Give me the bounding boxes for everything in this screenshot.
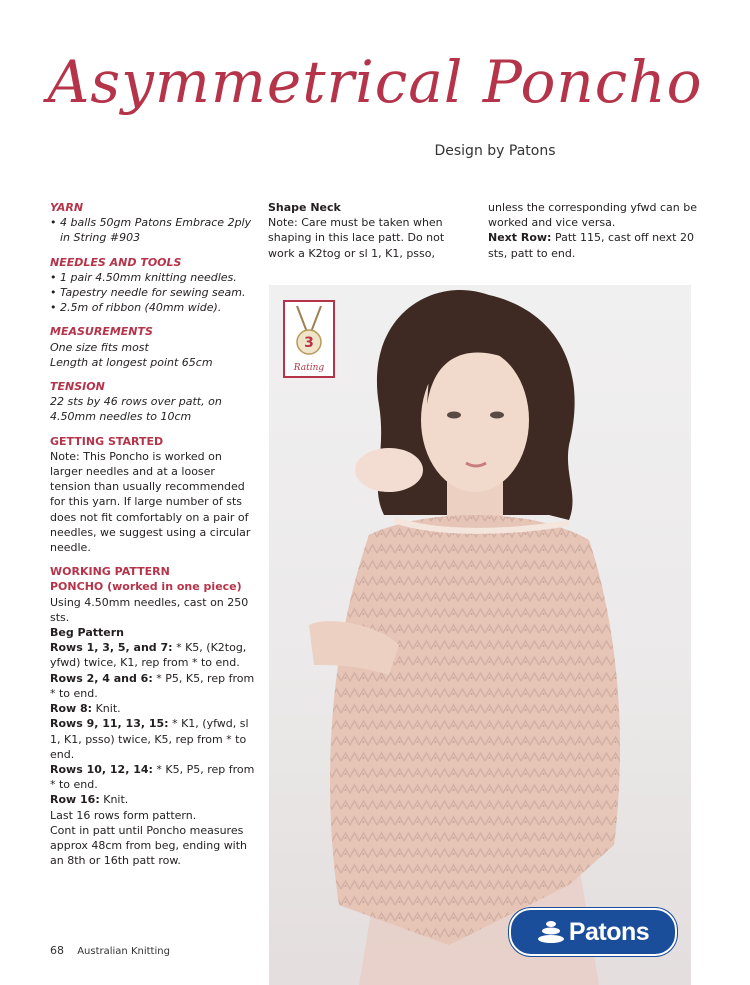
- rating-label: Rating: [293, 363, 325, 373]
- patons-mark-icon: [537, 919, 565, 945]
- cast-on-text: Using 4.50mm needles, cast on 250 sts.: [50, 595, 249, 624]
- needles-heading: NEEDLES AND TOOLS: [50, 255, 182, 269]
- getting-started-text: Note: This Poncho is worked on larger needles and at a looser tension than usually recommended for this yarn. If large number of sts does not fit comfortably on a pair of needles, we suggest using a circular needle.: [50, 449, 251, 555]
- pattern-note: Last 16 rows form pattern.: [50, 808, 197, 822]
- column-2: [268, 200, 453, 261]
- needle-rating-icon: [285, 302, 333, 376]
- byline: Design by Patons: [434, 143, 556, 159]
- tension-heading: TENSION: [50, 380, 105, 394]
- yarn-heading: YARN: [50, 201, 84, 214]
- patons-logo: [509, 908, 677, 956]
- shape-neck-note: Note: Care must be taken when shaping in this lace patt. Do not work a K2tog or sl 1, K1, psso,: [268, 216, 445, 260]
- magazine-name: Australian Knitting: [77, 946, 170, 957]
- page-title: Asymmetrical Poncho: [47, 48, 703, 116]
- measurements-heading: MEASUREMENTS: [50, 325, 153, 339]
- getting-started-heading: GETTING STARTED: [50, 434, 164, 448]
- pattern-row: Rows 1, 3, 5, and 7: * K5, (K2tog, yfwd) twice, K1, rep from * to end.: [50, 641, 247, 670]
- pattern-note: Cont in patt until Poncho measures approx 48cm from beg, ending with an 8th or 16th patt row.: [50, 823, 248, 868]
- needles-item: • 1 pair 4.50mm knitting needles.: [50, 270, 237, 284]
- pattern-row: Rows 10, 12, 14: * K5, P5, rep from * to end.: [50, 762, 255, 792]
- page-number: 68: [50, 944, 64, 957]
- column-3: [488, 200, 698, 261]
- working-pattern-heading: WORKING PATTERN: [50, 565, 170, 579]
- pattern-row: Row 8: Knit.: [50, 702, 121, 716]
- column-1: [50, 200, 255, 868]
- measurements-line: One size fits most: [50, 340, 149, 354]
- shape-neck-heading: Shape Neck: [268, 201, 341, 214]
- continued-text: unless the corresponding yfwd can be worked and vice versa.: [488, 201, 698, 230]
- page-footer: [50, 944, 170, 957]
- beg-pattern-heading: Beg Pattern: [50, 626, 124, 640]
- pattern-row: Row 16: Knit.: [50, 793, 129, 807]
- measurements-line: Length at longest point 65cm: [50, 355, 213, 369]
- needles-item: • 2.5m of ribbon (40mm wide).: [50, 301, 222, 315]
- yarn-item: • 4 balls 50gm Patons Embrace 2ply in String #903: [50, 216, 252, 245]
- tension-text: 22 sts by 46 rows over patt, on 4.50mm needles to 10cm: [50, 395, 222, 424]
- needles-item: • Tapestry needle for sewing seam.: [50, 286, 246, 300]
- model-illustration: [269, 285, 691, 985]
- rating-badge: [283, 300, 335, 378]
- poncho-subheading: PONCHO (worked in one piece): [50, 580, 242, 594]
- rating-value: 3: [304, 335, 314, 351]
- patons-wordmark: Patons: [568, 917, 650, 946]
- model-photo: [269, 285, 691, 985]
- pattern-row: Rows 2, 4 and 6: * P5, K5, rep from * to end.: [50, 671, 255, 700]
- next-row-text: Next Row: Patt 115, cast off next 20 sts, patt to end.: [488, 231, 694, 260]
- pattern-row: Rows 9, 11, 13, 15: * K1, (yfwd, sl 1, K1, psso) twice, K5, rep from * to end.: [50, 717, 249, 761]
